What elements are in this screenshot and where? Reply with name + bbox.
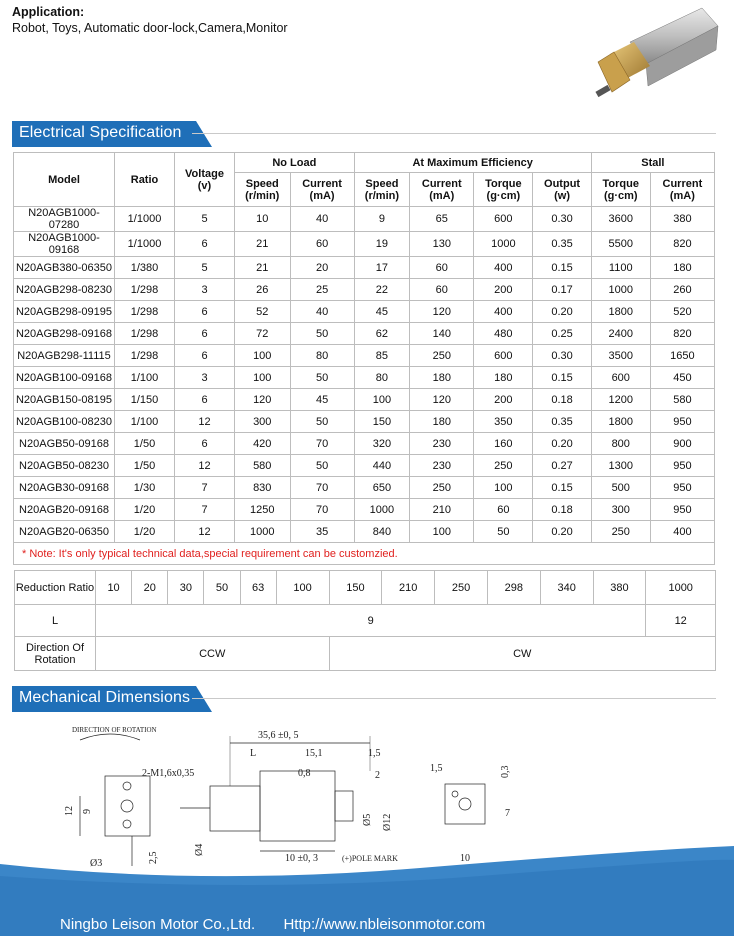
col-me-speed: Speed (r/min) bbox=[354, 173, 410, 207]
spec-cell: 1000 bbox=[235, 521, 291, 543]
spec-cell: 3 bbox=[175, 367, 235, 389]
spec-cell: 0.25 bbox=[533, 323, 591, 345]
spec-cell: 0.15 bbox=[533, 257, 591, 279]
dim-08-label: 0,8 bbox=[298, 768, 311, 779]
spec-cell: 65 bbox=[410, 207, 474, 232]
spec-cell: 250 bbox=[410, 345, 474, 367]
spec-cell: 950 bbox=[650, 455, 714, 477]
spec-row bbox=[14, 232, 715, 257]
electrical-spec-banner bbox=[12, 121, 716, 147]
spec-cell: 1200 bbox=[591, 389, 650, 411]
spec-cell: 140 bbox=[410, 323, 474, 345]
dim-25-label: 2,5 bbox=[148, 851, 159, 864]
dim-d4-label: Ø4 bbox=[194, 843, 205, 856]
direction-label: Direction Of Rotation bbox=[15, 637, 96, 671]
dim-12-label: 12 bbox=[64, 806, 75, 816]
reduction-ratio-cell: 210 bbox=[382, 571, 435, 605]
model-cell: N20AGB298-08230 bbox=[14, 279, 115, 301]
spec-cell: 3600 bbox=[591, 207, 650, 232]
spec-cell: 9 bbox=[354, 207, 410, 232]
spec-cell: 1650 bbox=[650, 345, 714, 367]
reduction-table bbox=[14, 570, 716, 671]
spec-cell: 7 bbox=[175, 499, 235, 521]
spec-cell: 5 bbox=[175, 257, 235, 279]
spec-cell: 480 bbox=[474, 323, 533, 345]
l-main-value: 9 bbox=[96, 605, 646, 637]
spec-cell: 420 bbox=[235, 433, 291, 455]
spec-cell: 5500 bbox=[591, 232, 650, 257]
footer-url[interactable]: Http://www.nbleisonmotor.com bbox=[283, 916, 486, 933]
spec-cell: 50 bbox=[290, 367, 354, 389]
spec-cell: 6 bbox=[175, 433, 235, 455]
spec-cell: 35 bbox=[290, 521, 354, 543]
spec-cell: 100 bbox=[354, 389, 410, 411]
spec-cell: 3 bbox=[175, 279, 235, 301]
spec-cell: 800 bbox=[591, 433, 650, 455]
col-no-load: No Load bbox=[235, 153, 355, 173]
model-cell: N20AGB150-08195 bbox=[14, 389, 115, 411]
spec-cell: 6 bbox=[175, 389, 235, 411]
col-st-torque: Torque (g·cm) bbox=[591, 173, 650, 207]
reduction-ratio-cell: 250 bbox=[435, 571, 488, 605]
spec-cell: 520 bbox=[650, 301, 714, 323]
spec-cell: 0.17 bbox=[533, 279, 591, 301]
spec-cell: 0.15 bbox=[533, 477, 591, 499]
spec-cell: 200 bbox=[474, 279, 533, 301]
spec-cell: 500 bbox=[591, 477, 650, 499]
spec-cell: 830 bbox=[235, 477, 291, 499]
spec-row bbox=[14, 499, 715, 521]
spec-cell: 650 bbox=[354, 477, 410, 499]
spec-cell: 440 bbox=[354, 455, 410, 477]
spec-cell: 62 bbox=[354, 323, 410, 345]
col-nl-speed: Speed (r/min) bbox=[235, 173, 291, 207]
spec-row bbox=[14, 433, 715, 455]
spec-cell: 12 bbox=[175, 455, 235, 477]
spec-cell: 22 bbox=[354, 279, 410, 301]
spec-cell: 950 bbox=[650, 499, 714, 521]
spec-cell: 950 bbox=[650, 477, 714, 499]
application-block bbox=[12, 4, 288, 36]
spec-cell: 1250 bbox=[235, 499, 291, 521]
spec-row bbox=[14, 301, 715, 323]
reduction-ratio-cell: 340 bbox=[540, 571, 593, 605]
model-cell: N20AGB20-06350 bbox=[14, 521, 115, 543]
spec-cell: 70 bbox=[290, 499, 354, 521]
spec-row bbox=[14, 367, 715, 389]
spec-cell: 26 bbox=[235, 279, 291, 301]
spec-cell: 0.20 bbox=[533, 301, 591, 323]
spec-cell: 50 bbox=[290, 411, 354, 433]
spec-cell: 1/298 bbox=[115, 279, 175, 301]
spec-cell: 19 bbox=[354, 232, 410, 257]
spec-cell: 0.35 bbox=[533, 232, 591, 257]
model-cell: N20AGB30-09168 bbox=[14, 477, 115, 499]
footer-company: Ningbo Leison Motor Co.,Ltd. bbox=[60, 916, 256, 933]
spec-cell: 40 bbox=[290, 301, 354, 323]
spec-cell: 400 bbox=[474, 301, 533, 323]
reduction-ratio-label: Reduction Ratio bbox=[15, 571, 96, 605]
spec-cell: 120 bbox=[235, 389, 291, 411]
reduction-ratio-cell: 298 bbox=[487, 571, 540, 605]
spec-cell: 1/50 bbox=[115, 433, 175, 455]
spec-cell: 52 bbox=[235, 301, 291, 323]
dim-151-label: 15,1 bbox=[305, 748, 323, 759]
spec-cell: 1000 bbox=[474, 232, 533, 257]
reduction-ratio-cell: 150 bbox=[329, 571, 382, 605]
reduction-ratio-cell: 380 bbox=[593, 571, 646, 605]
reduction-ratio-cell: 30 bbox=[168, 571, 204, 605]
spec-cell: 180 bbox=[650, 257, 714, 279]
spec-cell: 80 bbox=[354, 367, 410, 389]
model-cell: N20AGB298-09195 bbox=[14, 301, 115, 323]
spec-cell: 1/50 bbox=[115, 455, 175, 477]
spec-cell: 70 bbox=[290, 433, 354, 455]
spec-cell: 1800 bbox=[591, 301, 650, 323]
spec-cell: 950 bbox=[650, 411, 714, 433]
pole-mark-label: (+)POLE MARK bbox=[342, 854, 398, 863]
spec-cell: 600 bbox=[474, 207, 533, 232]
spec-cell: 400 bbox=[474, 257, 533, 279]
dim-d12-label: Ø12 bbox=[382, 813, 393, 831]
spec-cell: 130 bbox=[410, 232, 474, 257]
spec-cell: 1800 bbox=[591, 411, 650, 433]
spec-cell: 10 bbox=[235, 207, 291, 232]
side-03-label: 0,3 bbox=[500, 765, 511, 778]
model-cell: N20AGB298-11115 bbox=[14, 345, 115, 367]
dim-d5-label: Ø5 bbox=[362, 813, 373, 826]
spec-cell: 0.18 bbox=[533, 499, 591, 521]
spec-cell: 1/1000 bbox=[115, 232, 175, 257]
electrical-spec-title: Electrical Specification bbox=[19, 124, 182, 141]
spec-row bbox=[14, 323, 715, 345]
spec-cell: 1/100 bbox=[115, 411, 175, 433]
model-cell: N20AGB50-09168 bbox=[14, 433, 115, 455]
spec-cell: 0.15 bbox=[533, 367, 591, 389]
spec-cell: 72 bbox=[235, 323, 291, 345]
spec-cell: 12 bbox=[175, 521, 235, 543]
spec-cell: 1/298 bbox=[115, 301, 175, 323]
spec-row bbox=[14, 279, 715, 301]
spec-cell: 17 bbox=[354, 257, 410, 279]
spec-cell: 1/100 bbox=[115, 367, 175, 389]
spec-cell: 600 bbox=[591, 367, 650, 389]
mechanical-dims-title: Mechanical Dimensions bbox=[19, 689, 191, 706]
spec-cell: 120 bbox=[410, 301, 474, 323]
col-voltage: Voltage (v) bbox=[175, 153, 235, 207]
reduction-ratio-cell: 50 bbox=[204, 571, 240, 605]
spec-cell: 300 bbox=[591, 499, 650, 521]
dim-15-label: 1,5 bbox=[368, 748, 381, 759]
spec-cell: 1/380 bbox=[115, 257, 175, 279]
footer-text bbox=[60, 916, 485, 933]
spec-cell: 300 bbox=[235, 411, 291, 433]
spec-cell: 230 bbox=[410, 433, 474, 455]
spec-row bbox=[14, 207, 715, 232]
l-label: L bbox=[15, 605, 96, 637]
spec-cell: 450 bbox=[650, 367, 714, 389]
reduction-ratio-cell: 1000 bbox=[646, 571, 716, 605]
spec-cell: 250 bbox=[591, 521, 650, 543]
spec-cell: 21 bbox=[235, 257, 291, 279]
spec-cell: 7 bbox=[175, 477, 235, 499]
model-cell: N20AGB1000-07280 bbox=[14, 207, 115, 232]
spec-cell: 40 bbox=[290, 207, 354, 232]
spec-cell: 260 bbox=[650, 279, 714, 301]
spec-row bbox=[14, 521, 715, 543]
spec-cell: 1/1000 bbox=[115, 207, 175, 232]
side-10-label: 10 bbox=[460, 853, 470, 864]
spec-cell: 0.18 bbox=[533, 389, 591, 411]
spec-row bbox=[14, 389, 715, 411]
spec-cell: 6 bbox=[175, 345, 235, 367]
model-cell: N20AGB1000-09168 bbox=[14, 232, 115, 257]
spec-cell: 1300 bbox=[591, 455, 650, 477]
spec-cell: 0.20 bbox=[533, 433, 591, 455]
spec-cell: 20 bbox=[290, 257, 354, 279]
spec-cell: 580 bbox=[235, 455, 291, 477]
reduction-ratio-cell: 20 bbox=[132, 571, 168, 605]
side-15-label: 1,5 bbox=[430, 763, 443, 774]
spec-cell: 150 bbox=[354, 411, 410, 433]
spec-cell: 820 bbox=[650, 232, 714, 257]
spec-cell: 85 bbox=[354, 345, 410, 367]
l-last-value: 12 bbox=[646, 605, 716, 637]
spec-cell: 200 bbox=[474, 389, 533, 411]
col-stall: Stall bbox=[591, 153, 714, 173]
spec-cell: 0.27 bbox=[533, 455, 591, 477]
spec-cell: 350 bbox=[474, 411, 533, 433]
spec-cell: 1/20 bbox=[115, 499, 175, 521]
spec-cell: 600 bbox=[474, 345, 533, 367]
dim-9-label: 9 bbox=[82, 809, 93, 814]
dim-10-label: 10 ±0, 3 bbox=[285, 853, 318, 864]
mechanical-dims-banner bbox=[12, 686, 716, 712]
spec-cell: 60 bbox=[410, 257, 474, 279]
spec-cell: 210 bbox=[410, 499, 474, 521]
spec-row bbox=[14, 411, 715, 433]
reduction-ratio-cell: 63 bbox=[240, 571, 276, 605]
spec-row bbox=[14, 345, 715, 367]
spec-cell: 160 bbox=[474, 433, 533, 455]
side-7-label: 7 bbox=[505, 808, 510, 819]
spec-cell: 6 bbox=[175, 232, 235, 257]
spec-cell: 80 bbox=[290, 345, 354, 367]
application-text: Robot, Toys, Automatic door-lock,Camera,Monitor bbox=[12, 21, 288, 35]
spec-cell: 1/150 bbox=[115, 389, 175, 411]
spec-cell: 3500 bbox=[591, 345, 650, 367]
spec-cell: 1000 bbox=[591, 279, 650, 301]
application-heading: Application: bbox=[12, 5, 85, 19]
spec-cell: 250 bbox=[410, 477, 474, 499]
col-me-torque: Torque (g·cm) bbox=[474, 173, 533, 207]
model-cell: N20AGB50-08230 bbox=[14, 455, 115, 477]
spec-cell: 25 bbox=[290, 279, 354, 301]
spec-cell: 12 bbox=[175, 411, 235, 433]
spec-cell: 0.30 bbox=[533, 207, 591, 232]
spec-note: * Note: It's only typical technical data,special requirement can be customzied. bbox=[14, 543, 715, 565]
model-cell: N20AGB20-09168 bbox=[14, 499, 115, 521]
model-cell: N20AGB100-08230 bbox=[14, 411, 115, 433]
direction-cw: CW bbox=[329, 637, 715, 671]
spec-cell: 180 bbox=[474, 367, 533, 389]
spec-cell: 820 bbox=[650, 323, 714, 345]
spec-cell: 900 bbox=[650, 433, 714, 455]
spec-cell: 6 bbox=[175, 301, 235, 323]
reduction-ratio-cell: 100 bbox=[276, 571, 329, 605]
motor-image bbox=[590, 2, 720, 112]
spec-cell: 840 bbox=[354, 521, 410, 543]
spec-cell: 0.20 bbox=[533, 521, 591, 543]
spec-cell: 230 bbox=[410, 455, 474, 477]
spec-cell: 180 bbox=[410, 411, 474, 433]
spec-cell: 60 bbox=[410, 279, 474, 301]
spec-cell: 2400 bbox=[591, 323, 650, 345]
spec-cell: 380 bbox=[650, 207, 714, 232]
spec-cell: 21 bbox=[235, 232, 291, 257]
spec-cell: 250 bbox=[474, 455, 533, 477]
col-me-current: Current (mA) bbox=[410, 173, 474, 207]
col-model: Model bbox=[14, 153, 115, 207]
spec-cell: 100 bbox=[235, 345, 291, 367]
spec-cell: 6 bbox=[175, 323, 235, 345]
dim-l-label: L bbox=[250, 748, 257, 759]
dim-2-label: 2 bbox=[375, 770, 380, 781]
spec-cell: 60 bbox=[290, 232, 354, 257]
spec-cell: 100 bbox=[410, 521, 474, 543]
spec-cell: 50 bbox=[290, 323, 354, 345]
spec-cell: 580 bbox=[650, 389, 714, 411]
spec-row bbox=[14, 477, 715, 499]
dim-total-label: 35,6 ±0, 5 bbox=[258, 730, 299, 741]
spec-cell: 1/30 bbox=[115, 477, 175, 499]
direction-ccw: CCW bbox=[96, 637, 330, 671]
spec-cell: 45 bbox=[290, 389, 354, 411]
reduction-ratio-cell: 10 bbox=[96, 571, 132, 605]
spec-cell: 320 bbox=[354, 433, 410, 455]
col-nl-current: Current (mA) bbox=[290, 173, 354, 207]
spec-cell: 50 bbox=[290, 455, 354, 477]
spec-cell: 120 bbox=[410, 389, 474, 411]
spec-cell: 1100 bbox=[591, 257, 650, 279]
spec-row bbox=[14, 257, 715, 279]
col-st-current: Current (mA) bbox=[650, 173, 714, 207]
direction-of-rotation-label: DIRECTION OF ROTATION bbox=[72, 726, 157, 734]
spec-cell: 0.30 bbox=[533, 345, 591, 367]
spec-cell: 180 bbox=[410, 367, 474, 389]
spec-cell: 50 bbox=[474, 521, 533, 543]
spec-cell: 5 bbox=[175, 207, 235, 232]
spec-cell: 0.35 bbox=[533, 411, 591, 433]
thread-label: 2-M1,6x0,35 bbox=[142, 768, 195, 779]
spec-cell: 60 bbox=[474, 499, 533, 521]
model-cell: N20AGB380-06350 bbox=[14, 257, 115, 279]
spec-cell: 45 bbox=[354, 301, 410, 323]
model-cell: N20AGB100-09168 bbox=[14, 367, 115, 389]
col-me-output: Output (w) bbox=[533, 173, 591, 207]
col-max-eff: At Maximum Efficiency bbox=[354, 153, 591, 173]
col-ratio: Ratio bbox=[115, 153, 175, 207]
spec-cell: 1/298 bbox=[115, 323, 175, 345]
dim-d3-label: Ø3 bbox=[90, 858, 103, 869]
spec-cell: 100 bbox=[235, 367, 291, 389]
spec-cell: 1/20 bbox=[115, 521, 175, 543]
spec-cell: 1/298 bbox=[115, 345, 175, 367]
spec-cell: 70 bbox=[290, 477, 354, 499]
spec-cell: 400 bbox=[650, 521, 714, 543]
spec-cell: 1000 bbox=[354, 499, 410, 521]
model-cell: N20AGB298-09168 bbox=[14, 323, 115, 345]
spec-cell: 100 bbox=[474, 477, 533, 499]
spec-row bbox=[14, 455, 715, 477]
spec-table bbox=[13, 152, 715, 565]
